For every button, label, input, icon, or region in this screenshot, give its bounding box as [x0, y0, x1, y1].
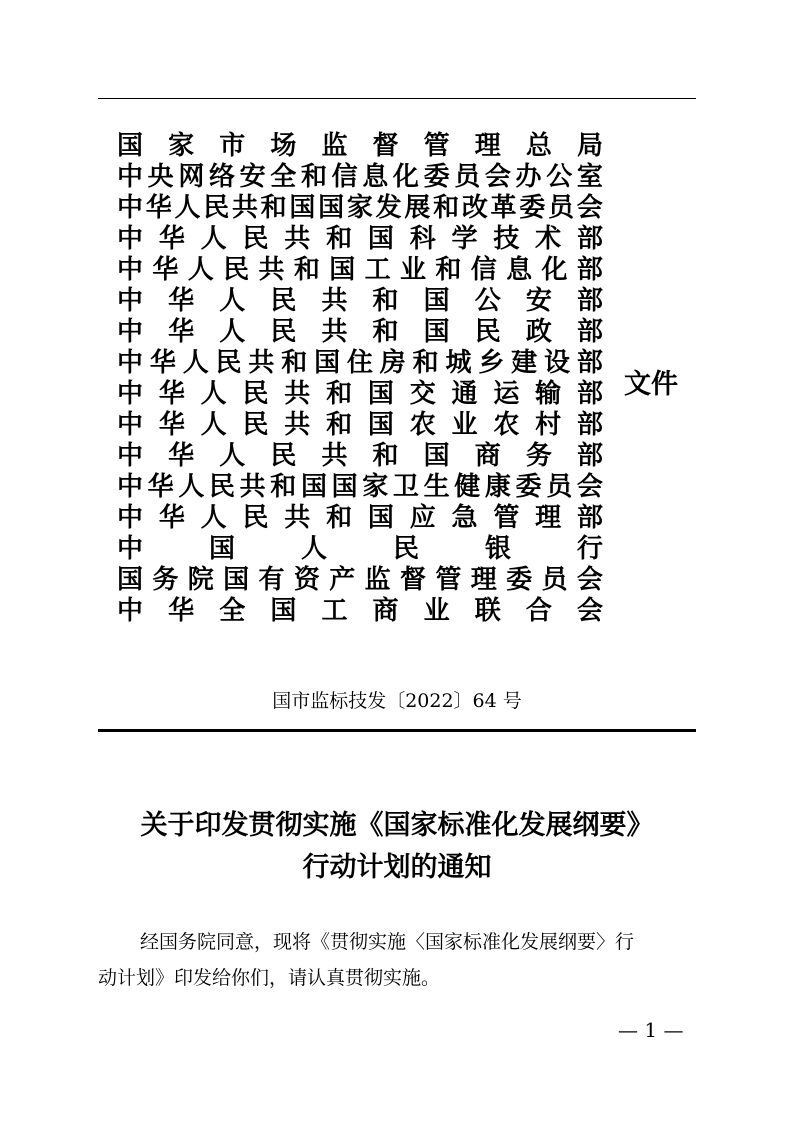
- page-number: — 1 —: [618, 1018, 684, 1042]
- issuing-agencies-block: [117, 131, 603, 627]
- body-paragraph-line-1: 经国务院同意，现将《贯彻实施〈国家标准化发展纲要〉行: [140, 931, 635, 953]
- document-label: 文件: [624, 369, 678, 400]
- issuer-line: 中 华 人 民 共 和 国 科 学 技 术 部: [117, 224, 603, 254]
- document-title-line-2: 行动计划的通知: [302, 852, 492, 883]
- body-paragraph-line-2: 动计划》印发给你们，请认真贯彻实施。: [98, 967, 441, 989]
- issuer-line: 中 华 人 民 共 和 国 应 急 管 理 部: [117, 503, 603, 533]
- issuer-line: 中 央 网 络 安 全 和 信 息 化 委 员 会 办 公 室: [117, 162, 603, 192]
- issuer-line: 中 华 人 民 共 和 国 商 务 部: [117, 441, 603, 471]
- document-title-line-1: 关于印发贯彻实施《国家标准化发展纲要》: [140, 810, 654, 841]
- issuer-line: 中 国 人 民 银 行: [117, 534, 603, 564]
- issuer-line: 中 华 人 民 共 和 国 农 业 农 村 部: [117, 410, 603, 440]
- issuer-line: 中 华 人 民 共 和 国 国 家 卫 生 健 康 委 员 会: [117, 472, 603, 502]
- header-bottom-rule: [98, 729, 696, 732]
- issuer-line: 国 务 院 国 有 资 产 监 督 管 理 委 员 会: [117, 565, 603, 595]
- issuer-line: 中 华 人 民 共 和 国 国 家 发 展 和 改 革 委 员 会: [117, 193, 603, 223]
- issuer-line: 中 华 人 民 共 和 国 交 通 运 输 部: [117, 379, 603, 409]
- issuer-line: 中 华 人 民 共 和 国 民 政 部: [117, 317, 603, 347]
- issuer-line: 中 华 人 民 共 和 国 工 业 和 信 息 化 部: [117, 255, 603, 285]
- issuer-line: 中 华 人 民 共 和 国 公 安 部: [117, 286, 603, 316]
- header-top-rule: [98, 98, 696, 99]
- issuer-line: 中 华 人 民 共 和 国 住 房 和 城 乡 建 设 部: [117, 348, 603, 378]
- issuer-line: 国 家 市 场 监 督 管 理 总 局: [117, 131, 603, 161]
- document-number: 国市监标技发〔2022〕64 号: [272, 690, 522, 712]
- issuer-line: 中 华 全 国 工 商 业 联 合 会: [117, 596, 603, 626]
